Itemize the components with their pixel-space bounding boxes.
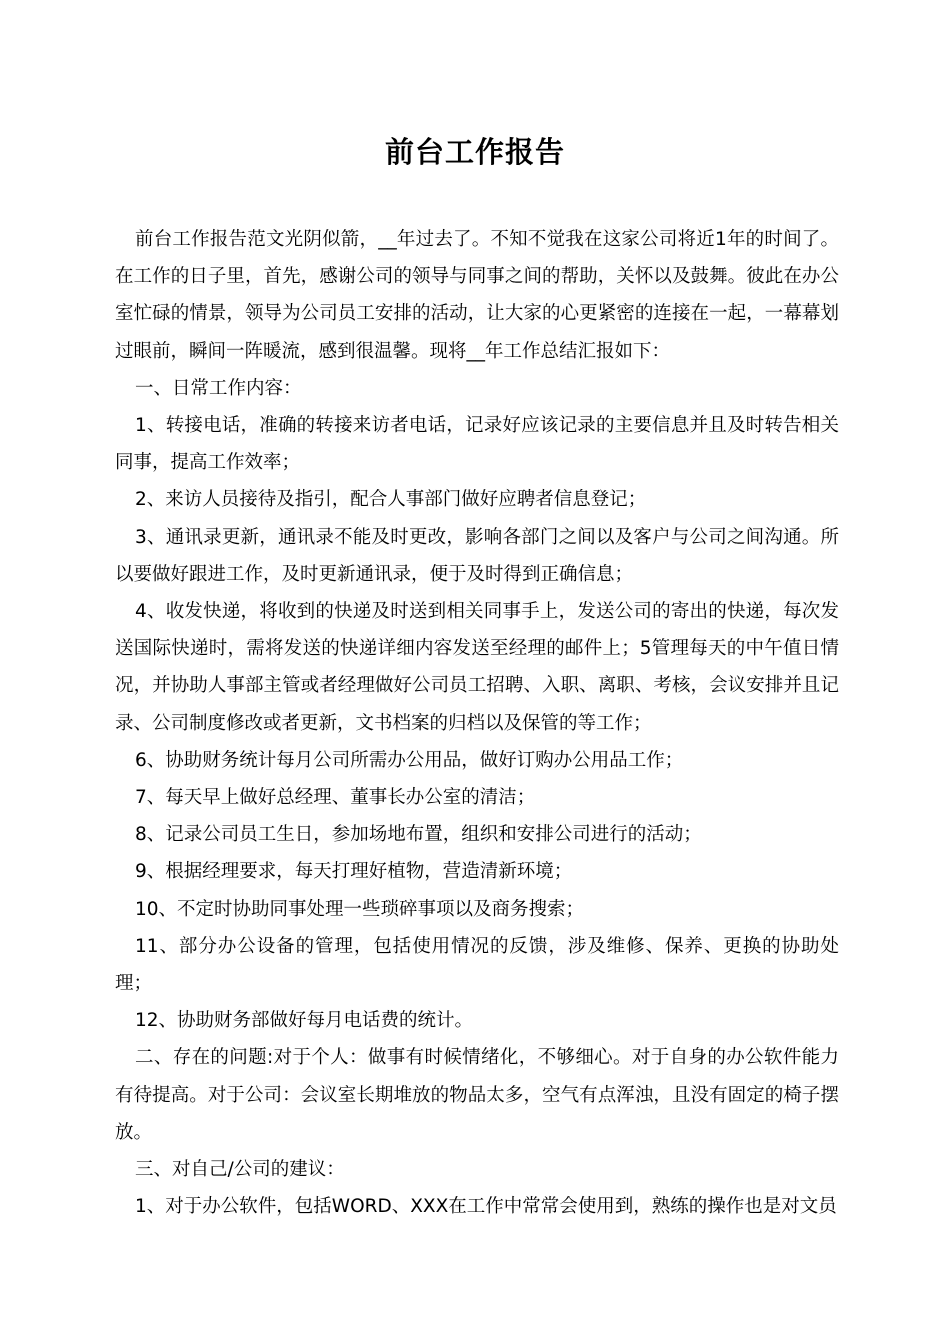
- list-item: 1、转接电话，准确的转接来访者电话，记录好应该记录的主要信息并且及时转告相关同事，提高工作效率；: [115, 415, 839, 474]
- paragraph-problems: 二、存在的问题:对于个人：做事有时候情绪化，不够细心。对于自身的办公软件能力有待提高。对于公司：会议室长期堆放的物品太多，空气有点浑浊，且没有固定的椅子摆放。: [115, 1047, 839, 1143]
- list-item: 10、不定时协助同事处理一些琐碎事项以及商务搜索；: [135, 898, 585, 920]
- heading-suggestions: 三、对自己/公司的建议：: [135, 1159, 345, 1181]
- list-item: 9、根据经理要求，每天打理好植物，营造清新环境；: [135, 861, 573, 883]
- list-item: 12、协助财务部做好每月电话费的统计。: [135, 1010, 474, 1032]
- list-item: 7、每天早上做好总经理、董事长办公室的清洁；: [135, 787, 536, 809]
- document-title: 前台工作报告: [384, 135, 565, 169]
- list-item: 11、部分办公设备的管理，包括使用情况的反馈，涉及维修、保养、更换的协助处理；: [115, 935, 839, 995]
- list-item: 1、对于办公软件，包括WORD、XXX在工作中常常会使用到，熟练的操作也是对文员: [135, 1196, 837, 1218]
- paragraph-intro: 前台工作报告范文光阴似箭，__年过去了。不知不觉我在这家公司将近1年的时间了。在工作的日子里，首先，感谢公司的领导与同事之间的帮助，关怀以及鼓舞。彼此在办公室忙碌的情景，领导为公司员工安排的活动，让大家的心更紧密的连接在一起，一幕幕划过眼前，瞬间一阵暖流，感到很温馨。现将__年工作总结汇报如下：: [115, 229, 839, 362]
- list-item: 6、协助财务统计每月公司所需办公用品，做好订购办公用品工作；: [135, 749, 684, 771]
- heading-daily-work: 一、日常工作内容：: [135, 377, 302, 399]
- list-item: 3、通讯录更新，通讯录不能及时更改，影响各部门之间以及客户与公司之间沟通。所以要做好跟进工作，及时更新通讯录，便于及时得到正确信息；: [115, 526, 839, 585]
- list-item: 8、记录公司员工生日，参加场地布置，组织和安排公司进行的活动；: [135, 824, 702, 846]
- list-item: 4、收发快递，将收到的快递及时送到相关同事手上，发送公司的寄出的快递，每次发送国际快递时，需将发送的快递详细内容发送至经理的邮件上；5管理每天的中午值日情况，并协助人事部主管或者经理做好公司员工招聘、入职、离职、考核，会议安排并且记录、公司制度修改或者更新，文书档案的归档以及保管的等工作；: [115, 601, 839, 734]
- list-item: 2、来访人员接待及指引，配合人事部门做好应聘者信息登记；: [135, 489, 647, 511]
- document-body: [115, 221, 839, 1225]
